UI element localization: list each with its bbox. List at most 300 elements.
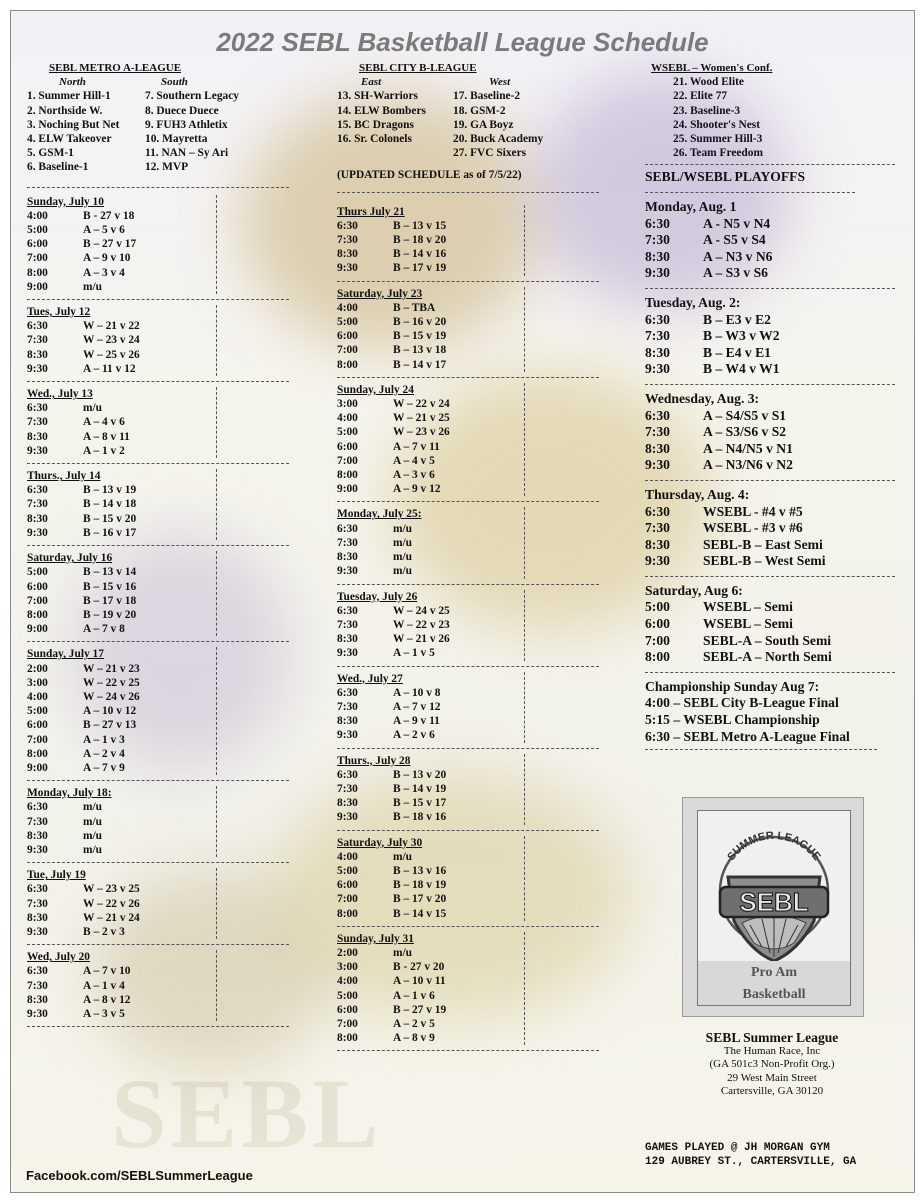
day-heading: Saturday, July 23 [337, 287, 423, 300]
team-item: 13. SH-Warriors [337, 90, 418, 103]
game-matchup: A – 8 v 9 [393, 1032, 435, 1045]
day-heading: Tuesday, Aug. 2: [645, 294, 741, 310]
game-time: 9:30 [337, 565, 358, 578]
game-time: 6:30 [27, 320, 48, 333]
game-row [337, 329, 599, 343]
game-row [645, 649, 895, 666]
east-team-list [337, 89, 453, 160]
game-time: 6:30 [27, 883, 48, 896]
game-row [337, 522, 599, 536]
game-matchup: B – 14 v 18 [83, 498, 137, 511]
game-matchup: B – 17 v 18 [83, 594, 137, 607]
logo-line1: Pro Am [750, 965, 798, 980]
game-matchup: W – 23 v 24 [83, 334, 140, 347]
game-time: 8:30 [337, 633, 358, 646]
game-matchup: SEBL-B – West Semi [703, 553, 826, 569]
game-row [337, 700, 599, 714]
game-time: 5:00 [337, 316, 358, 329]
game-matchup: A – 3 v 4 [83, 266, 125, 279]
divider [27, 381, 289, 382]
game-time: 4:00 [337, 412, 358, 425]
game-matchup: A – 1 v 6 [393, 989, 435, 1002]
divider [337, 748, 599, 749]
south-label: South [161, 76, 188, 89]
day-block [27, 551, 289, 636]
game-matchup: A – 7 v 8 [83, 623, 125, 636]
game-time: 6:30 [645, 503, 670, 519]
game-row [645, 345, 895, 362]
logo-line2: Basketball [742, 987, 806, 1002]
game-time: 5:00 [337, 989, 358, 1002]
divider [645, 576, 895, 577]
game-row [645, 599, 895, 616]
divider [27, 1026, 289, 1027]
game-row [337, 646, 599, 660]
day-heading: Wednesday, Aug. 3: [645, 390, 760, 406]
game-matchup: A – 10 v 8 [393, 686, 441, 699]
game-time: 8:30 [27, 348, 48, 361]
game-row [27, 829, 289, 843]
game-matchup: A – S3 v S6 [703, 265, 768, 281]
game-row [337, 768, 599, 782]
game-row [27, 964, 289, 978]
day-heading: Sunday, July 31 [337, 932, 414, 945]
game-row [645, 633, 895, 650]
game-row [337, 397, 599, 411]
game-row [337, 261, 599, 275]
game-time: 5:00 [337, 426, 358, 439]
game-row [337, 686, 599, 700]
game-row [337, 1031, 599, 1045]
east-label: East [361, 76, 382, 89]
game-row [337, 850, 599, 864]
game-row [27, 430, 289, 444]
team-item: 3. Noching But Net [27, 118, 120, 131]
game-row [645, 504, 895, 521]
game-row [27, 237, 289, 251]
game-matchup: A – 3 v 5 [83, 1007, 125, 1020]
column-bar [524, 754, 525, 825]
game-matchup: B – 17 v 20 [393, 893, 447, 906]
game-row [337, 343, 599, 357]
column-bar [524, 672, 525, 743]
game-time: 6:00 [645, 616, 670, 632]
game-row [27, 979, 289, 993]
game-time: 6:00 [27, 580, 48, 593]
game-row [27, 497, 289, 511]
column-bar [216, 469, 217, 540]
game-time: 8:30 [645, 440, 670, 456]
game-matchup: B – 27 v 19 [393, 1003, 447, 1016]
game-time: 6:30 [27, 484, 48, 497]
game-time: 7:30 [337, 618, 358, 631]
game-matchup: B – 15 v 17 [393, 797, 447, 810]
game-matchup: B – 18 v 19 [393, 879, 447, 892]
org-address-line: 29 West Main Street [727, 1071, 817, 1084]
day-heading: Wed., July 13 [27, 388, 93, 401]
game-matchup: A – 3 v 6 [393, 469, 435, 482]
game-matchup: A – 7 v 11 [393, 440, 440, 453]
game-row [337, 946, 599, 960]
game-time: 8:30 [27, 829, 48, 842]
game-row [27, 622, 289, 636]
game-time: 4:00 [27, 209, 48, 222]
game-row [337, 989, 599, 1003]
game-time: 7:30 [27, 815, 48, 828]
game-time: 8:30 [27, 430, 48, 443]
day-block [645, 199, 895, 282]
game-matchup: WSEBL - #3 v #6 [703, 520, 803, 536]
game-matchup: A – N4/N5 v N1 [703, 440, 793, 456]
metro-league-title: SEBL METRO A-LEAGUE [49, 62, 182, 74]
game-time: 7:30 [27, 334, 48, 347]
divider [337, 377, 599, 378]
divider [27, 545, 289, 546]
game-time: 9:30 [337, 729, 358, 742]
north-label: North [59, 76, 86, 89]
org-name: SEBL Summer League [705, 1030, 839, 1045]
game-time: 3:00 [337, 398, 358, 411]
championship-game: 4:00 – SEBL City B-League Final [645, 695, 839, 711]
game-row [645, 361, 895, 378]
game-time: 9:30 [645, 553, 670, 569]
column-bar [524, 507, 525, 578]
city-league-title: SEBL CITY B-LEAGUE [359, 62, 477, 74]
game-row [337, 796, 599, 810]
game-row [337, 782, 599, 796]
game-matchup: B – 27 v 13 [83, 719, 137, 732]
divider [645, 480, 895, 481]
south-team-list [145, 89, 239, 174]
game-row [645, 457, 895, 474]
game-time: 5:00 [645, 599, 670, 615]
game-time: 2:00 [27, 662, 48, 675]
game-row [27, 251, 289, 265]
game-row [645, 216, 895, 233]
day-block [337, 205, 599, 276]
day-heading: Sunday, July 10 [27, 195, 104, 208]
championship-title: Championship Sunday Aug 7: [645, 678, 820, 694]
game-matchup: SEBL-B – East Semi [703, 536, 823, 552]
game-row [645, 312, 895, 329]
game-row [27, 512, 289, 526]
day-heading: Monday, Aug. 1 [645, 199, 737, 215]
game-row [337, 604, 599, 618]
day-block [337, 754, 599, 825]
game-time: 8:00 [337, 1032, 358, 1045]
game-time: 9:00 [337, 483, 358, 496]
game-row [645, 537, 895, 554]
game-row [645, 424, 895, 441]
game-row [645, 328, 895, 345]
game-matchup: B – 14 v 16 [393, 248, 447, 261]
game-matchup: B – TBA [393, 301, 436, 314]
game-time: 3:00 [27, 676, 48, 689]
game-time: 6:30 [337, 768, 358, 781]
team-item: 23. Baseline-3 [673, 104, 741, 117]
column-bar [216, 647, 217, 775]
game-matchup: A – 10 v 11 [393, 975, 446, 988]
game-time: 8:30 [645, 344, 670, 360]
game-time: 9:30 [645, 265, 670, 281]
team-item: 22. Elite 77 [673, 90, 728, 103]
day-block [645, 487, 895, 570]
game-matchup: B – 13 v 19 [83, 484, 137, 497]
team-item: 17. Baseline-2 [453, 90, 521, 103]
game-time: 9:30 [337, 647, 358, 660]
championship-game: 6:30 – SEBL Metro A-League Final [645, 728, 850, 744]
games-played-info [645, 1141, 856, 1169]
game-time: 7:00 [337, 893, 358, 906]
team-item: 21. Wood Elite [673, 76, 744, 89]
game-row [27, 882, 289, 896]
divider [645, 164, 895, 165]
game-time: 4:00 [27, 690, 48, 703]
column-bar [216, 195, 217, 294]
game-time: 8:00 [27, 266, 48, 279]
game-matchup: B – 18 v 16 [393, 811, 447, 824]
game-matchup: A – 7 v 10 [83, 965, 131, 978]
game-row [337, 878, 599, 892]
game-matchup: WSEBL – Semi [703, 599, 793, 615]
game-matchup: B – 27 v 17 [83, 238, 137, 251]
game-time: 6:00 [337, 330, 358, 343]
game-row [337, 907, 599, 921]
game-time: 7:30 [27, 498, 48, 511]
west-label: West [489, 76, 511, 89]
game-time: 3:00 [337, 961, 358, 974]
logo-shield-icon [698, 811, 850, 1005]
game-matchup: B – 18 v 20 [393, 234, 447, 247]
game-time: 7:30 [645, 424, 670, 440]
game-row [27, 608, 289, 622]
team-item: 18. GSM-2 [453, 104, 506, 117]
game-row [27, 733, 289, 747]
game-row [337, 482, 599, 496]
day-block [27, 786, 289, 857]
game-matchup: m/u [83, 829, 102, 842]
games-played-line: 129 AUBREY ST., CARTERSVILLE, GA [645, 1156, 857, 1168]
game-time: 6:30 [27, 801, 48, 814]
game-time: 5:00 [337, 864, 358, 877]
game-row [337, 315, 599, 329]
game-time: 9:30 [27, 925, 48, 938]
game-time: 7:30 [27, 979, 48, 992]
game-row [27, 223, 289, 237]
game-time: 4:00 [337, 850, 358, 863]
game-time: 7:30 [337, 700, 358, 713]
game-matchup: SEBL-A – South Semi [703, 632, 832, 648]
game-time: 7:00 [337, 1017, 358, 1030]
game-matchup: A – 9 v 10 [83, 252, 131, 265]
game-row [337, 810, 599, 824]
day-block [27, 469, 289, 540]
game-matchup: B – 15 v 20 [83, 512, 137, 525]
left-schedule [27, 195, 289, 1028]
game-row [27, 266, 289, 280]
game-matchup: W – 21 v 26 [393, 633, 450, 646]
game-row [337, 1003, 599, 1017]
game-row [27, 911, 289, 925]
game-time: 4:00 [337, 975, 358, 988]
game-matchup: B – W3 v W2 [703, 328, 780, 344]
game-row [27, 843, 289, 857]
game-time: 7:30 [645, 232, 670, 248]
facebook-link[interactable]: Facebook.com/SEBLSummerLeague [26, 1168, 253, 1183]
sebl-logo [682, 797, 864, 1017]
day-block [27, 647, 289, 775]
game-row [27, 280, 289, 294]
team-item: 27. FVC Sixers [453, 147, 527, 160]
game-row [27, 925, 289, 939]
game-row [337, 892, 599, 906]
org-address-line: The Human Race, Inc [723, 1044, 821, 1057]
game-matchup: m/u [83, 280, 102, 293]
game-row [337, 440, 599, 454]
game-matchup: B – E4 v E1 [703, 344, 771, 360]
game-row [27, 1007, 289, 1021]
game-matchup: A – 9 v 12 [393, 483, 441, 496]
game-row [27, 897, 289, 911]
game-row [27, 761, 289, 775]
logo-main-text: SEBL [739, 887, 809, 917]
game-time: 6:00 [337, 1003, 358, 1016]
game-time: 8:30 [337, 551, 358, 564]
game-time: 6:00 [27, 719, 48, 732]
team-item: 24. Shooter's Nest [673, 118, 761, 131]
game-time: 6:00 [27, 238, 48, 251]
game-time: 6:30 [337, 686, 358, 699]
divider [27, 641, 289, 642]
team-item: 26. Team Freedom [673, 147, 763, 160]
team-item: 9. FUH3 Athletix [145, 118, 228, 131]
organization-info [637, 1031, 907, 1099]
game-time: 6:30 [645, 407, 670, 423]
game-matchup: B – 13 v 16 [393, 864, 447, 877]
game-matchup: A – 1 v 5 [393, 647, 435, 660]
game-row [645, 249, 895, 266]
column-bar [216, 786, 217, 857]
day-block [27, 305, 289, 376]
game-time: 6:30 [645, 215, 670, 231]
game-matchup: B – 14 v 17 [393, 358, 447, 371]
divider [337, 584, 599, 585]
game-row [27, 444, 289, 458]
team-item: 4. ELW Takeover [27, 133, 112, 146]
game-time: 9:30 [27, 526, 48, 539]
game-matchup: W – 21 v 23 [83, 662, 140, 675]
schedule-page [10, 10, 915, 1193]
game-time: 8:00 [645, 649, 670, 665]
game-row [337, 219, 599, 233]
org-address-line: Cartersville, GA 30120 [720, 1085, 824, 1098]
game-time: 7:00 [27, 252, 48, 265]
game-matchup: B – 13 v 15 [393, 219, 447, 232]
divider [337, 1050, 599, 1051]
divider [337, 830, 599, 831]
game-matchup: W – 24 v 26 [83, 690, 140, 703]
game-time: 6:30 [337, 219, 358, 232]
day-heading: Wed, July 20 [27, 951, 90, 964]
game-row [645, 408, 895, 425]
game-time: 8:00 [27, 747, 48, 760]
game-matchup: W – 22 v 26 [83, 897, 140, 910]
game-row [27, 209, 289, 223]
game-matchup: A – 7 v 12 [393, 700, 441, 713]
day-block [645, 583, 895, 666]
day-block [337, 672, 599, 743]
divider [27, 780, 289, 781]
divider [27, 463, 289, 464]
game-matchup: A - S5 v S4 [703, 232, 766, 248]
game-matchup: A – 10 v 12 [83, 705, 137, 718]
game-time: 2:00 [337, 946, 358, 959]
championship-game: 5:15 – WSEBL Championship [645, 712, 820, 728]
women-conf-title: WSEBL – Women's Conf. [651, 62, 773, 74]
team-item: 16. Sr. Colonels [337, 133, 412, 146]
game-matchup: m/u [393, 551, 412, 564]
game-row [337, 536, 599, 550]
column-right [645, 61, 895, 757]
game-row [27, 415, 289, 429]
game-time: 7:30 [645, 520, 670, 536]
game-matchup: B – 15 v 16 [83, 580, 137, 593]
games-played-line: GAMES PLAYED @ JH MORGAN GYM [645, 1142, 830, 1154]
game-matchup: W – 23 v 26 [393, 426, 450, 439]
championship-list [645, 695, 895, 745]
game-row [337, 1017, 599, 1031]
game-row [337, 233, 599, 247]
column-bar [524, 590, 525, 661]
team-item: 2. Northside W. [27, 104, 103, 117]
day-heading: Monday, July 18: [27, 787, 112, 800]
game-matchup: A – 11 v 12 [83, 362, 136, 375]
updated-note: (UPDATED SCHEDULE as of 7/5/22) [337, 169, 522, 182]
game-time: 9:00 [27, 280, 48, 293]
game-row [337, 247, 599, 261]
page-title: 2022 SEBL Basketball League Schedule [216, 27, 709, 57]
game-time: 7:00 [337, 454, 358, 467]
game-row [27, 704, 289, 718]
divider [27, 944, 289, 945]
day-block [337, 507, 599, 578]
game-row [27, 362, 289, 376]
game-time: 7:00 [645, 632, 670, 648]
game-row [27, 747, 289, 761]
game-matchup: A – 2 v 5 [393, 1017, 435, 1030]
org-address-line: (GA 501c3 Non-Profit Org.) [709, 1058, 835, 1071]
day-heading: Monday, July 25: [337, 508, 422, 521]
game-row [645, 520, 895, 537]
day-heading: Wed., July 27 [337, 672, 403, 685]
column-left [27, 61, 289, 1032]
game-time: 7:30 [337, 234, 358, 247]
game-row [27, 800, 289, 814]
column-bar [216, 950, 217, 1021]
game-row [27, 333, 289, 347]
divider [27, 187, 289, 188]
game-time: 9:00 [27, 623, 48, 636]
game-row [337, 454, 599, 468]
game-matchup: W – 22 v 24 [393, 398, 450, 411]
divider [645, 384, 895, 385]
game-row [27, 319, 289, 333]
game-matchup: W – 21 v 25 [393, 412, 450, 425]
logo-arc-text: SUMMER LEAGUE [725, 829, 823, 863]
game-time: 6:30 [337, 604, 358, 617]
game-matchup: A – 1 v 4 [83, 979, 125, 992]
game-matchup: B – 19 v 20 [83, 608, 137, 621]
